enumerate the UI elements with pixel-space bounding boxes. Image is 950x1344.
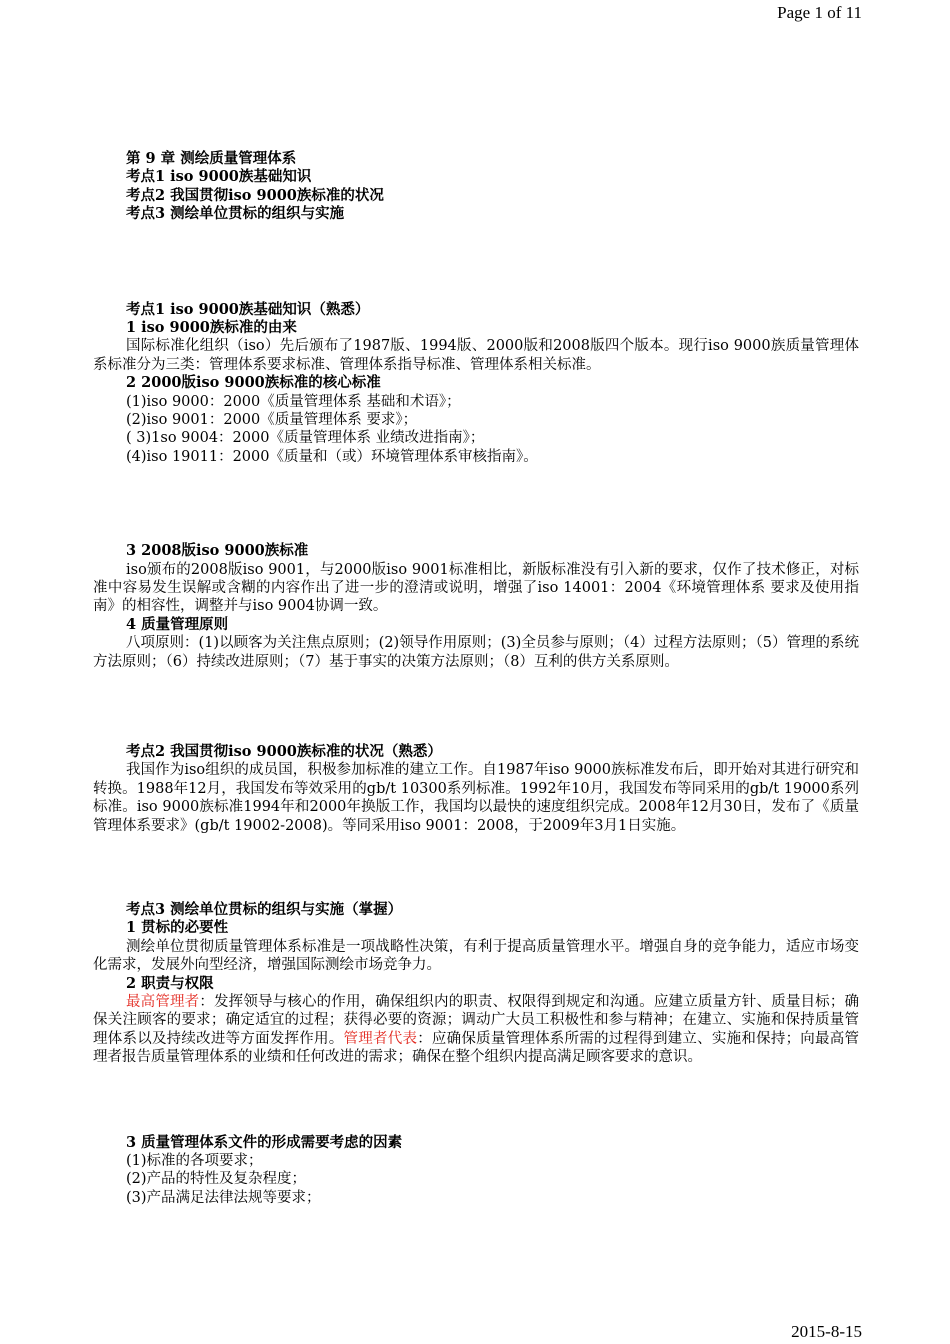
section-1-paragraph-3: iso颁布的2008版iso 9001，与2000版iso 9001标准相比，新版标准没有引入新的要求，仅作了技术修正，对标准中容易发生误解或含糊的内容作出了进一步的澄清或说明，增强了iso 14001：2004《环境管理体系 要求及使用指南》的相容性，调整并与iso 9004协调一致。 bbox=[93, 561, 859, 615]
standard-list-item-2: (2)iso 9001：2000《质量管理体系 要求》； bbox=[126, 411, 418, 428]
section-1-title: 考点1 iso 9000族基础知识（熟悉） bbox=[126, 300, 370, 318]
highlight-term-management-representative: 管理者代表 bbox=[343, 1030, 418, 1047]
document-body bbox=[93, 150, 859, 1207]
toc-item-1: 考点1 iso 9000族基础知识 bbox=[126, 168, 312, 186]
highlight-term-top-management: 最高管理者 bbox=[126, 993, 200, 1010]
section-3-heading-1: 1 贯标的必要性 bbox=[126, 919, 229, 937]
section-3-title: 考点3 测绘单位贯标的组织与实施（掌握） bbox=[126, 900, 403, 918]
section-3-paragraph-2 bbox=[93, 993, 859, 1067]
toc-chapter: 第 9 章 测绘质量管理体系 bbox=[126, 150, 297, 167]
toc-item-3: 考点3 测绘单位贯标的组织与实施 bbox=[126, 205, 345, 223]
section-1-heading-3: 3 2008版iso 9000族标准 bbox=[126, 542, 309, 560]
section-1 bbox=[93, 301, 859, 671]
section-1-paragraph-1: 国际标准化组织（iso）先后颁布了1987版、1994版、2000版和2008版四个版本。现行iso 9000族质量管理体系标准分为三类：管理体系要求标准、管理体系指导标准、管理体系相关标准。 bbox=[93, 338, 859, 373]
section-3-heading-3: 3 质量管理体系文件的形成需要考虑的因素 bbox=[126, 1133, 403, 1151]
top-management-text: ：发挥领导与核心的作用，确保组织内的职责、权限得到规定和沟通。应建立质量方针、质量目标；确保关注顾客的要求；确定适宜的过程；获得必要的资源；调动广大员工积极性和参与精神；在建立、实施和保持质量管理体系以及持续改进等方面发挥作用。 bbox=[93, 993, 860, 1047]
section-1-paragraph-4: 八项原则：(1)以顾客为关注焦点原则；(2)领导作用原则；(3)全员参与原则；（4）过程方法原则；（5）管理的系统方法原则；（6）持续改进原则；（7）基于事实的决策方法原则；（8）互利的供方关系原则。 bbox=[93, 635, 859, 670]
section-1-heading-2: 2 2000版iso 9000族标准的核心标准 bbox=[126, 374, 381, 392]
factor-list-item-2: (2)产品的特性及复杂程度； bbox=[126, 1171, 307, 1188]
table-of-contents bbox=[93, 150, 859, 224]
footer-date: 2015-8-15 bbox=[791, 1322, 862, 1341]
standard-list-item-3: ( 3)1so 9004：2000《质量管理体系 业绩改进指南》； bbox=[126, 430, 485, 447]
section-3-heading-2: 2 职责与权限 bbox=[126, 974, 214, 992]
management-representative-text: ：应确保质量管理体系所需的过程得到建立、实施和保持；向最高管理者报告质量管理体系的业绩和任何改进的需求；确保在整个组织内提高满足顾客要求的意识。 bbox=[93, 1030, 860, 1066]
standard-list-item-1: (1)iso 9000：2000《质量管理体系 基础和术语》； bbox=[126, 393, 461, 410]
section-3 bbox=[93, 901, 859, 1207]
section-2 bbox=[93, 743, 859, 835]
standard-list-item-4: (4)iso 19011：2000《质量和（或）环境管理体系审核指南》。 bbox=[126, 448, 538, 465]
section-3-paragraph-1: 测绘单位贯彻质量管理体系标准是一项战略性决策，有利于提高质量管理水平。增强自身的竞争能力，适应市场变化需求，发展外向型经济，增强国际测绘市场竞争力。 bbox=[93, 938, 859, 974]
page-number: Page 1 of 11 bbox=[777, 3, 862, 22]
section-1-heading-4: 4 质量管理原则 bbox=[126, 615, 229, 633]
toc-item-2: 考点2 我国贯彻iso 9000族标准的状况 bbox=[126, 186, 384, 204]
section-1-heading-1: 1 iso 9000族标准的由来 bbox=[126, 318, 297, 336]
section-2-paragraph-1: 我国作为iso组织的成员国，积极参加标准的建立工作。自1987年iso 9000族标准发布后，即开始对其进行研究和转换。1988年12月，我国发布等效采用的gb/t 10300系列标准。1992年10月，我国发布等同采用的gb/t 19000系列标准。iso 9000族标准1994年和2000年换版工作，我国均以最快的速度组织完成。2008年12月30日，发布了《质量管理体系要求》(gb/t 19002-2008)。等同采用iso 9001：2008，于2009年3月1日实施。 bbox=[93, 762, 859, 834]
section-2-title: 考点2 我国贯彻iso 9000族标准的状况（熟悉） bbox=[126, 742, 442, 760]
factor-list-item-3: (3)产品满足法律法规等要求； bbox=[126, 1189, 321, 1206]
factor-list-item-1: (1)标准的各项要求； bbox=[126, 1152, 263, 1169]
